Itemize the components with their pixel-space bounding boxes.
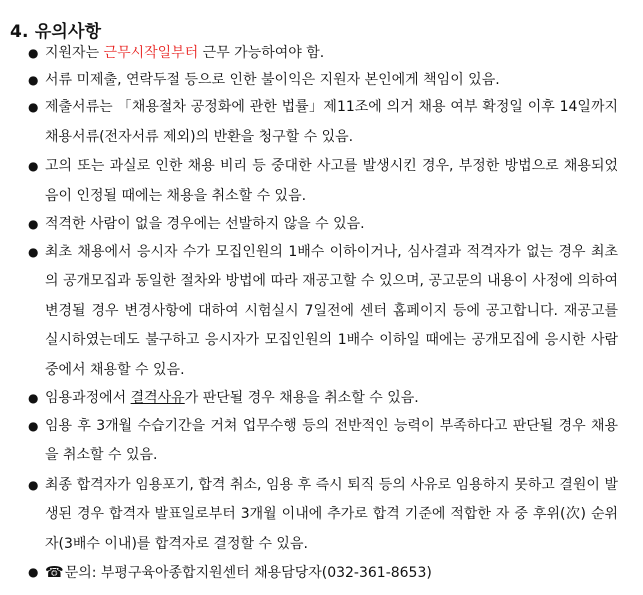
notice-item-additional-hire <box>28 471 618 560</box>
bullet-icon: ● <box>28 565 39 579</box>
bullet-icon: ● <box>28 72 39 87</box>
underlined-disqualification: 결격사유 <box>130 390 185 406</box>
notice-text: 근무 가능하여야 함. <box>198 45 325 61</box>
bullet-icon: ● <box>28 244 39 259</box>
notice-item-start-date <box>28 40 618 67</box>
contact-text: 문의: 부평구육아종합지원센터 채용담당자(032-361-8653) <box>64 565 432 581</box>
highlight-start-date: 근무시작일부터 <box>103 45 199 61</box>
notice-item-disqualification <box>28 385 618 412</box>
bullet-icon: ● <box>28 217 39 231</box>
notice-list <box>28 40 618 587</box>
section-title <box>10 17 101 42</box>
notice-text: 적격한 사람이 없을 경우에는 선발하지 않을 수 있음. <box>45 216 365 232</box>
notice-item-document-return <box>28 93 618 152</box>
notice-text: 임용 후 3개월 수습기간을 거쳐 업무수행 등의 전반적인 능력이 부족하다고 판단될 경우 채용을 취소할 수 있음. <box>45 417 618 463</box>
bullet-icon: ● <box>28 46 39 60</box>
notice-text: 최초 채용에서 응시자 수가 모집인원의 1배수 이하이거나, 심사결과 적격자가 없는 경우 최초의 공개모집과 동일한 절차와 방법에 따라 재공고할 수 있으며, 공고문의 내용이 사정에 의하여 변경될 경우 변경사항에 대하여 시험실시 7일전에 센터 홈페이지 등에 공고합니다. 재공고를 실시하였는데도 불구하고 응시자가 모집인원의 1배수 이하일 때에는 공개모집에 응시한 사람 중에서 채용할 수 있음. <box>45 243 618 378</box>
notice-item-missing-docs <box>28 67 618 94</box>
bullet-icon: ● <box>28 100 39 114</box>
bullet-icon: ● <box>28 391 39 405</box>
notice-item-probation <box>28 412 618 471</box>
notice-item-no-selection <box>28 211 618 238</box>
section-number: 4. <box>10 22 29 42</box>
notice-text: 최종 합격자가 임용포기, 합격 취소, 임용 후 즉시 퇴직 등의 사유로 임용하지 못하고 결원이 발생된 경우 합격자 발표일로부터 3개월 이내에 추가로 합격 기준에 적합한 자 중 후위(次) 순위자(3배수 이내)를 합격자로 결정할 수 있음. <box>45 476 618 552</box>
notice-text: 가 판단될 경우 채용을 취소할 수 있음. <box>184 390 419 406</box>
bullet-icon: ● <box>28 159 39 173</box>
notice-text: 임용과정에서 <box>45 390 131 406</box>
notice-item-contact <box>28 559 618 587</box>
bullet-icon: ● <box>28 418 39 433</box>
phone-icon: ☎ <box>45 563 64 581</box>
notice-text: 고의 또는 과실로 인한 채용 비리 등 중대한 사고를 발생시킨 경우, 부정한 방법으로 채용되었음이 인정될 때에는 채용을 취소할 수 있음. <box>45 158 618 204</box>
notice-item-hiring-fraud <box>28 152 618 211</box>
notice-item-re-announcement <box>28 238 618 386</box>
notice-text: 서류 미제출, 연락두절 등으로 인한 불이익은 지원자 본인에게 책임이 있음. <box>45 71 500 88</box>
notice-text: 지원자는 <box>45 45 104 61</box>
bullet-icon: ● <box>28 477 39 492</box>
section-title-text: 유의사항 <box>34 22 102 42</box>
notice-text: 제출서류는 「채용절차 공정화에 관한 법률」제11조에 의거 채용 여부 확정일 이후 14일까지 채용서류(전자서류 제외)의 반환을 청구할 수 있음. <box>45 99 618 145</box>
